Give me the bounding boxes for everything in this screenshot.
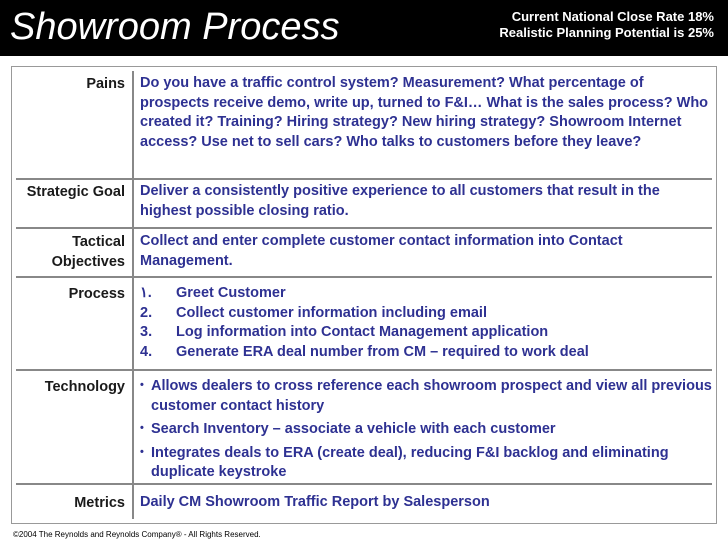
- row-label-strategic-goal: Strategic Goal: [26, 184, 125, 200]
- row-separator: [16, 276, 712, 278]
- row-label-process: Process: [68, 286, 125, 302]
- bullet-text: Integrates deals to ERA (create deal), reducing F&I backlog and eliminating duplicate keystroke: [151, 444, 669, 480]
- row-separator: [16, 178, 712, 180]
- bullet-text: Search Inventory – associate a vehicle with each customer: [151, 421, 556, 437]
- bullet-text: Allows dealers to cross reference each showroom prospect and view all previous customer contact history: [151, 378, 712, 414]
- process-step: [140, 323, 712, 343]
- step-number: 3.: [140, 324, 153, 340]
- header-bar: [0, 0, 728, 56]
- step-number: ١.: [140, 285, 152, 301]
- row-separator: [16, 369, 712, 371]
- row-content-pains: Do you have a traffic control system? Measurement? What percentage of prospects receive demo, write up, turned to F&I… What is the sales process? Who created it? Training? Hiring strategy? New hiring strategy? Showroom Internet access? Use net to sell cars? Who talks to customers before they leave?: [140, 75, 709, 150]
- step-text: Generate ERA deal number from CM – required to work deal: [176, 343, 589, 360]
- row-content-process: [140, 284, 712, 362]
- step-number: 2.: [140, 304, 153, 321]
- row-content-tactical-objectives: Collect and enter complete customer contact information into Contact Management.: [140, 233, 623, 269]
- close-rate-line: Current National Close Rate 18%: [511, 9, 714, 24]
- row-content-metrics: Daily CM Showroom Traffic Report by Salesperson: [140, 494, 490, 510]
- step-text: Log information into Contact Management application: [176, 324, 549, 340]
- technology-bullet: [140, 443, 712, 483]
- bullet-icon: •: [140, 422, 144, 434]
- bullet-icon: •: [140, 379, 144, 391]
- row-content-strategic-goal: Deliver a consistently positive experience to all customers that result in the highest possible closing ratio.: [140, 183, 660, 219]
- bullet-icon: •: [140, 445, 144, 458]
- process-table: [11, 66, 717, 524]
- row-label-technology: Technology: [44, 379, 125, 395]
- row-label-tactical-objectives: Tactical Objectives: [51, 234, 125, 270]
- process-step: [140, 304, 712, 324]
- row-separator: [16, 227, 712, 229]
- page-title: Showroom Process: [10, 6, 340, 48]
- process-step: [140, 343, 712, 363]
- copyright-footer: ©2004 The Reynolds and Reynolds Company® - All Rights Reserved.: [13, 530, 261, 539]
- process-step: [140, 284, 712, 304]
- column-divider: [132, 71, 134, 519]
- row-separator: [16, 483, 712, 485]
- technology-bullet: [140, 419, 712, 440]
- row-label-metrics: Metrics: [74, 495, 125, 511]
- technology-bullet: [140, 376, 712, 416]
- step-text: Collect customer information including email: [176, 304, 487, 321]
- step-number: 4.: [140, 343, 153, 360]
- planning-potential-line: Realistic Planning Potential is 25%: [499, 25, 714, 40]
- close-rate-info: [499, 9, 714, 41]
- row-content-technology: [140, 376, 712, 486]
- row-label-pains: Pains: [86, 76, 125, 92]
- step-text: Greet Customer: [176, 285, 286, 301]
